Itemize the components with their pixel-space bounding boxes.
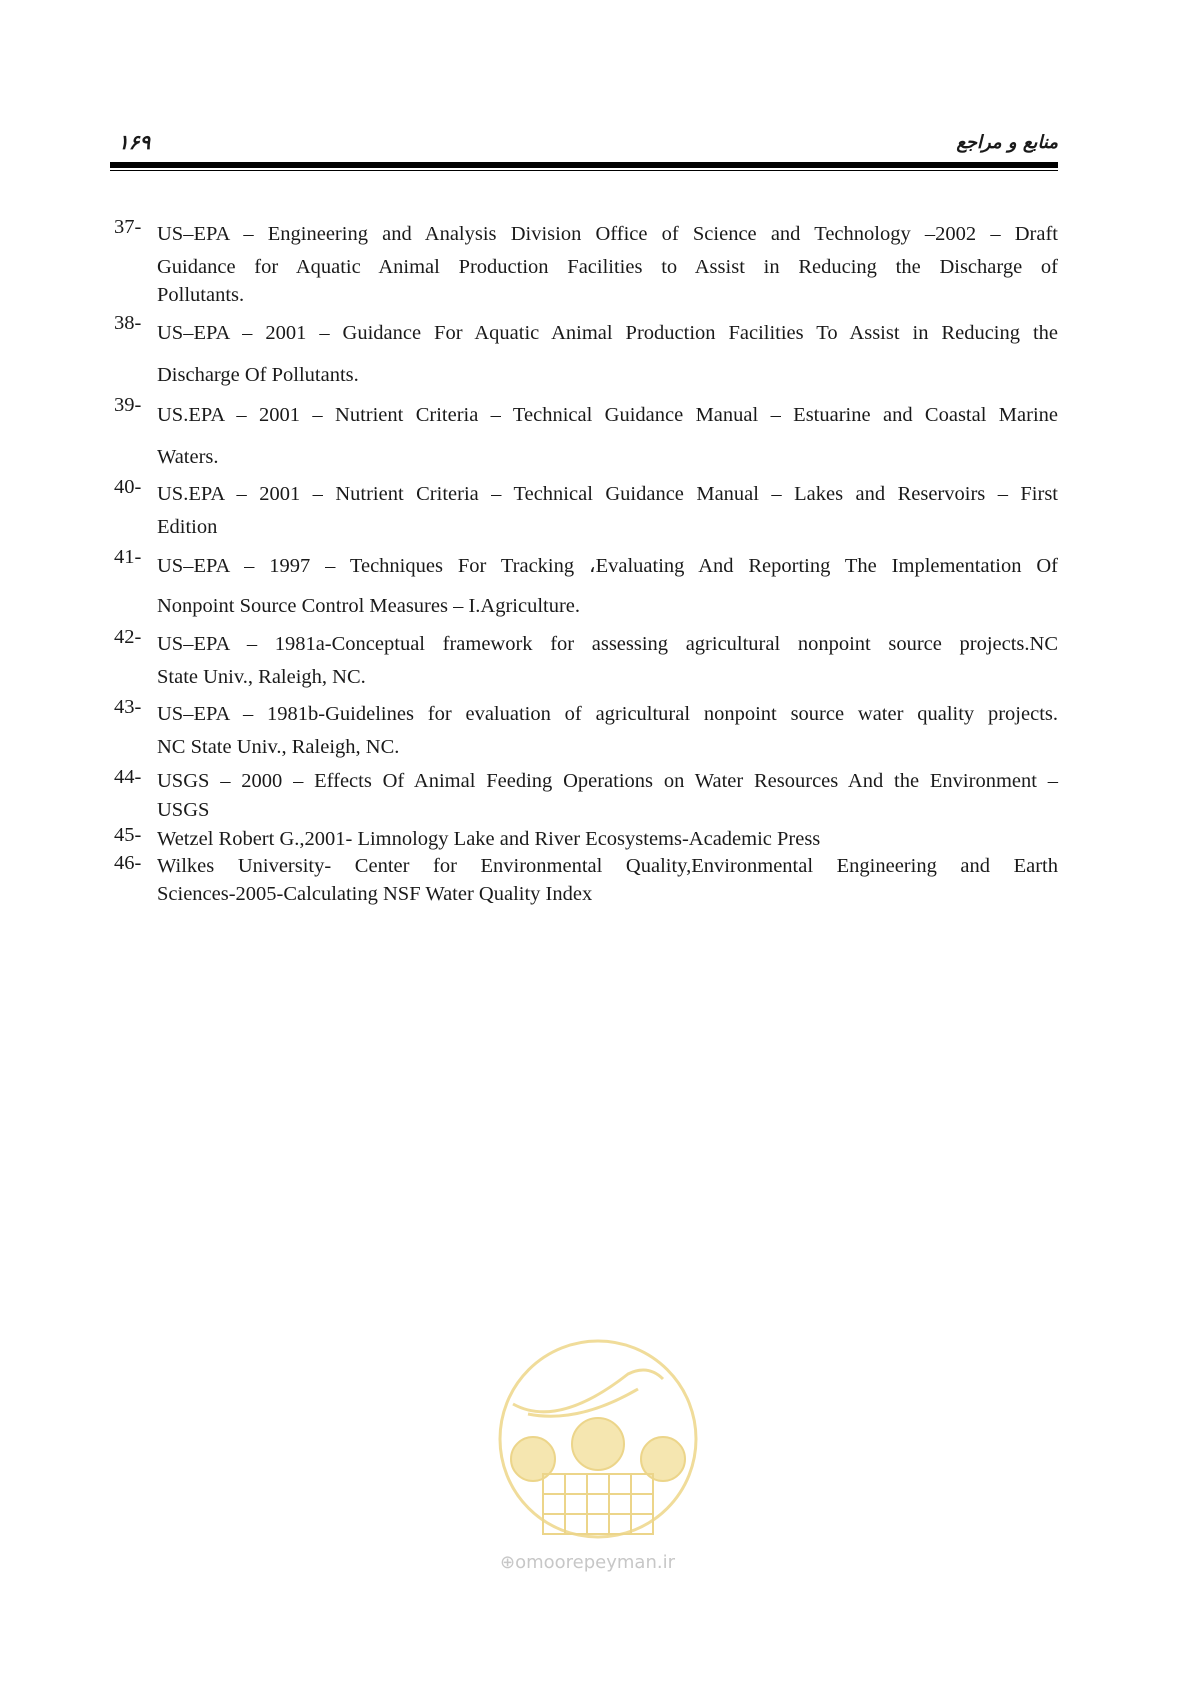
reference-line: USGS	[157, 799, 210, 821]
reference-item	[110, 476, 1058, 541]
reference-line: US.EPA – 2001 – Nutrient Criteria – Technical Guidance Manual – Lakes and Reservoirs – First	[157, 483, 1058, 505]
reference-number: 45-	[114, 824, 142, 846]
page-number: ۱۶۹	[118, 130, 151, 154]
reference-line: Nonpoint Source Control Measures – I.Agriculture.	[157, 595, 581, 617]
reference-number: 37-	[114, 216, 142, 238]
reference-line: US.EPA – 2001 – Nutrient Criteria – Technical Guidance Manual – Estuarine and Coastal Marine	[157, 404, 1058, 426]
reference-number: 39-	[114, 394, 142, 416]
reference-item	[110, 216, 1058, 309]
reference-line: US–EPA – 1997 – Techniques For Tracking ،Evaluating And Reporting The Implementation Of	[157, 555, 1058, 577]
reference-number: 44-	[114, 766, 142, 788]
reference-item	[110, 852, 1058, 908]
reference-item	[110, 394, 1058, 478]
header-rule-thin	[110, 170, 1058, 171]
watermark-url-text: omoorepeyman.ir	[515, 1552, 675, 1573]
reference-line: Discharge Of Pollutants.	[157, 364, 359, 386]
header-rule-thick	[110, 162, 1058, 168]
reference-line: Waters.	[157, 446, 219, 468]
reference-line: State Univ., Raleigh, NC.	[157, 666, 366, 688]
reference-line: Wilkes University- Center for Environmental Quality,Environmental Engineering and Earth	[157, 855, 1058, 877]
reference-line: Wetzel Robert G.,2001- Limnology Lake and River Ecosystems-Academic Press	[157, 828, 821, 850]
reference-line: Guidance for Aquatic Animal Production Facilities to Assist in Reducing the Discharge of	[157, 256, 1058, 278]
reference-line: NC State Univ., Raleigh, NC.	[157, 736, 400, 758]
reference-line: US–EPA – Engineering and Analysis Division Office of Science and Technology –2002 – Draft	[157, 223, 1058, 245]
reference-number: 43-	[114, 696, 142, 718]
reference-line: Pollutants.	[157, 284, 245, 306]
reference-line: Edition	[157, 516, 218, 538]
reference-line: US–EPA – 2001 – Guidance For Aquatic Animal Production Facilities To Assist in Reducing the	[157, 322, 1058, 344]
reference-line: US–EPA – 1981a-Conceptual framework for assessing agricultural nonpoint source projects.NC	[157, 633, 1058, 655]
reference-line: USGS – 2000 – Effects Of Animal Feeding Operations on Water Resources And the Environment –	[157, 770, 1058, 792]
reference-item	[110, 312, 1058, 396]
reference-item	[110, 824, 1058, 854]
reference-number: 46-	[114, 852, 142, 874]
reference-number: 41-	[114, 546, 142, 568]
reference-item	[110, 766, 1058, 824]
page-header	[110, 128, 1058, 172]
watermark-url	[500, 1552, 675, 1573]
reference-line: US–EPA – 1981b-Guidelines for evaluation of agricultural nonpoint source water quality projects.	[157, 703, 1058, 725]
running-title: منابع و مراجع	[956, 132, 1058, 153]
reference-number: 42-	[114, 626, 142, 648]
globe-icon: ⊕	[500, 1552, 516, 1573]
reference-number: 38-	[114, 312, 142, 334]
reference-number: 40-	[114, 476, 142, 498]
watermark-logo	[488, 1334, 708, 1584]
reference-line: Sciences-2005-Calculating NSF Water Quality Index	[157, 883, 593, 905]
reference-item	[110, 546, 1058, 626]
reference-item	[110, 626, 1058, 691]
reference-item	[110, 696, 1058, 761]
